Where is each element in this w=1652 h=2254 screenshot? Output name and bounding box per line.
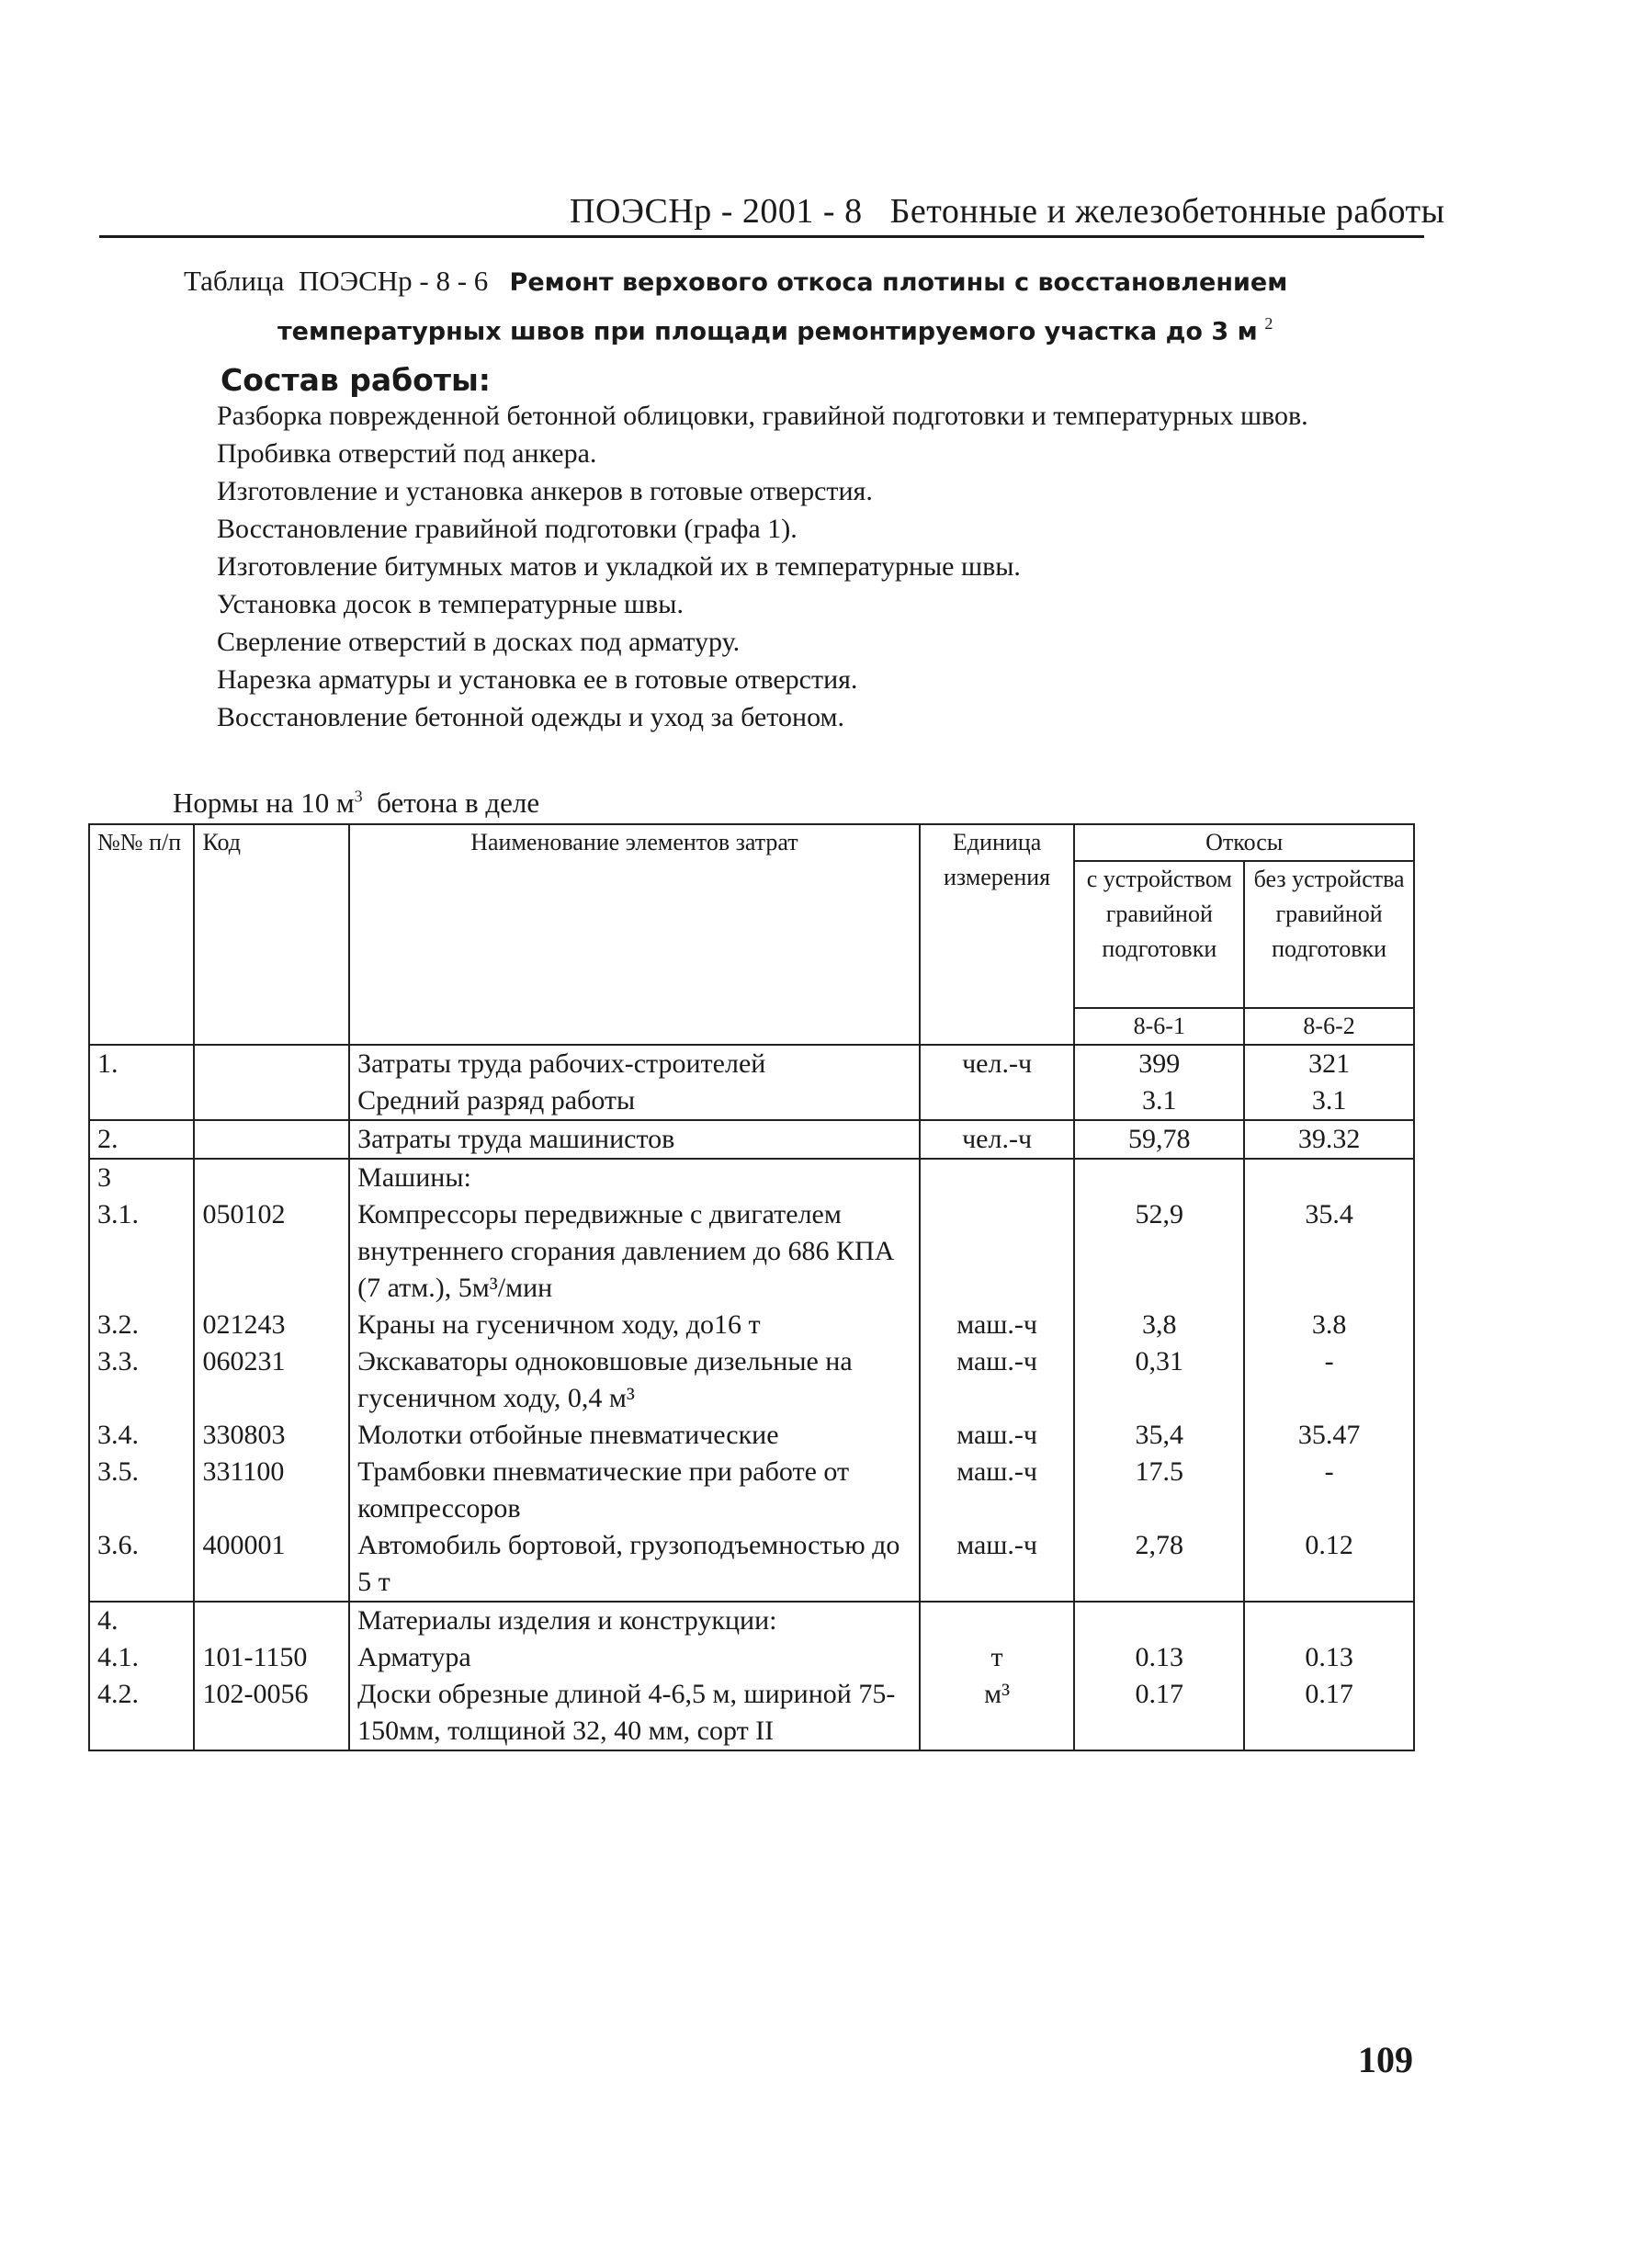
cell-name: Доски обрезные длиной 4-6,5 м, шириной 75-150мм, толщиной 32, 40 мм, сорт II <box>349 1676 920 1750</box>
cell-num: 4.2. <box>89 1676 194 1750</box>
cell-unit <box>920 1602 1075 1639</box>
caption-title-line2: температурных швов при площади ремонтируемого участка до 3 м <box>277 317 1258 346</box>
norms-after: бетона в деле <box>377 787 540 819</box>
cell-code: 331100 <box>194 1454 349 1527</box>
cell-unit: маш.-ч <box>920 1417 1075 1454</box>
cell-code: 060231 <box>194 1343 349 1417</box>
cell-v2 <box>1244 1159 1414 1196</box>
cell-v2: - <box>1244 1343 1414 1417</box>
cell-v1: 35,4 <box>1074 1417 1244 1454</box>
cell-unit: чел.-ч <box>920 1120 1075 1159</box>
page-header <box>570 191 1445 232</box>
work-step: Восстановление бетонной одежды и уход за бетоном. <box>217 702 844 732</box>
caption-code: ПОЭСНр - 8 - 6 <box>298 265 489 297</box>
cell-v1: 17.5 <box>1074 1454 1244 1527</box>
cell-unit <box>920 1196 1075 1307</box>
th-code: Код <box>194 824 349 1045</box>
table-row <box>89 1343 1414 1417</box>
cell-name: Краны на гусеничном ходу, до16 т <box>349 1307 920 1343</box>
table-row <box>89 1082 1414 1120</box>
cell-name: Затраты труда рабочих-строителей <box>349 1045 920 1082</box>
cell-unit: маш.-ч <box>920 1307 1075 1343</box>
cell-v1: 399 <box>1074 1045 1244 1082</box>
caption-title-sup: 2 <box>1264 314 1273 333</box>
cell-code <box>194 1082 349 1120</box>
page-number: 109 <box>1358 2039 1413 2080</box>
cell-num: 3 <box>89 1159 194 1196</box>
cell-unit: чел.-ч <box>920 1045 1075 1082</box>
cell-v2: 0.17 <box>1244 1676 1414 1750</box>
header-rule <box>99 235 1424 238</box>
cell-num: 3.2. <box>89 1307 194 1343</box>
work-step: Нарезка арматуры и установка ее в готовые отверстия. <box>217 664 858 695</box>
cell-num: 1. <box>89 1045 194 1082</box>
cell-v1: 59,78 <box>1074 1120 1244 1159</box>
table-row <box>89 1196 1414 1307</box>
cell-v1: 0.13 <box>1074 1639 1244 1676</box>
th-group: Откосы <box>1074 824 1414 861</box>
cell-v1: 3,8 <box>1074 1307 1244 1343</box>
cell-unit: м³ <box>920 1676 1075 1750</box>
work-step: Изготовление битумных матов и укладкой их в температурные швы. <box>217 551 1021 582</box>
cell-v1: 52,9 <box>1074 1196 1244 1307</box>
cell-unit: маш.-ч <box>920 1527 1075 1602</box>
th-num: №№ п/п <box>89 824 194 1045</box>
cell-code <box>194 1120 349 1159</box>
cell-v1: 3.1 <box>1074 1082 1244 1120</box>
th-name: Наименование элементов затрат <box>349 824 920 1045</box>
cell-code: 050102 <box>194 1196 349 1307</box>
cell-num: 3.6. <box>89 1527 194 1602</box>
cell-code <box>194 1159 349 1196</box>
cell-v1: 2,78 <box>1074 1527 1244 1602</box>
cell-name: Арматура <box>349 1639 920 1676</box>
cell-unit <box>920 1159 1075 1196</box>
work-step: Установка досок в температурные швы. <box>217 589 684 619</box>
cell-code <box>194 1602 349 1639</box>
cell-code: 330803 <box>194 1417 349 1454</box>
cell-name: Затраты труда машинистов <box>349 1120 920 1159</box>
th-unit: Единица измерения <box>920 824 1075 1045</box>
cell-unit: т <box>920 1639 1075 1676</box>
work-steps-list <box>217 397 1411 736</box>
table-row <box>89 1639 1414 1676</box>
caption-label: Таблица <box>184 265 285 297</box>
cell-v2: 321 <box>1244 1045 1414 1082</box>
table-caption <box>184 261 1397 352</box>
cell-code: 101-1150 <box>194 1639 349 1676</box>
cell-v2: 0.13 <box>1244 1639 1414 1676</box>
caption-title-line1: Ремонт верхового откоса плотины с восстановлением <box>509 268 1288 297</box>
work-step: Восстановление гравийной подготовки (графа 1). <box>217 514 798 544</box>
cell-v2: 0.12 <box>1244 1527 1414 1602</box>
work-step: Изготовление и установка анкеров в готовые отверстия. <box>217 476 873 506</box>
cell-unit: маш.-ч <box>920 1454 1075 1527</box>
cell-num: 3.4. <box>89 1417 194 1454</box>
cell-name: Компрессоры передвижные с двигателем внутреннего сгорания давлением до 686 КПА (7 атм.), 5м³/мин <box>349 1196 920 1307</box>
cell-num: 4.1. <box>89 1639 194 1676</box>
cell-name: Трамбовки пневматические при работе от компрессоров <box>349 1454 920 1527</box>
work-step: Разборка поврежденной бетонной облицовки, гравийной подготовки и температурных швов. <box>217 401 1308 431</box>
cell-name: Экскаваторы одноковшовые дизельные на гусеничном ходу, 0,4 м³ <box>349 1343 920 1417</box>
table-row <box>89 1454 1414 1527</box>
table-row <box>89 1120 1414 1159</box>
cell-code: 102-0056 <box>194 1676 349 1750</box>
cell-v1 <box>1074 1159 1244 1196</box>
table-row <box>89 1602 1414 1639</box>
table-row <box>89 1045 1414 1082</box>
cell-name: Молотки отбойные пневматические <box>349 1417 920 1454</box>
work-composition-title: Состав работы: <box>221 362 491 398</box>
cell-num: 3.3. <box>89 1343 194 1417</box>
cell-v2: 35.4 <box>1244 1196 1414 1307</box>
cell-code <box>194 1045 349 1082</box>
cell-v1: 0.17 <box>1074 1676 1244 1750</box>
cell-v1: 0,31 <box>1074 1343 1244 1417</box>
cell-v2: 39.32 <box>1244 1120 1414 1159</box>
table-row <box>89 1159 1414 1196</box>
th-col1-code: 8-6-1 <box>1074 1008 1244 1045</box>
cell-name: Автомобиль бортовой, грузоподъемностью до 5 т <box>349 1527 920 1602</box>
cell-v2: 35.47 <box>1244 1417 1414 1454</box>
cell-code: 400001 <box>194 1527 349 1602</box>
cell-name: Средний разряд работы <box>349 1082 920 1120</box>
cell-v2 <box>1244 1602 1414 1639</box>
header-code: ПОЭСНр - 2001 - 8 <box>570 192 863 231</box>
work-step: Сверление отверстий в досках под арматуру. <box>217 627 741 657</box>
cell-v2: 3.1 <box>1244 1082 1414 1120</box>
cell-num <box>89 1082 194 1120</box>
cell-num: 2. <box>89 1120 194 1159</box>
header-section: Бетонные и железобетонные работы <box>889 192 1445 231</box>
norms-table <box>88 823 1415 1751</box>
cell-v1 <box>1074 1602 1244 1639</box>
cell-num: 3.1. <box>89 1196 194 1307</box>
table-row <box>89 1307 1414 1343</box>
cell-name: Машины: <box>349 1159 920 1196</box>
cell-num: 3.5. <box>89 1454 194 1527</box>
cell-v2: 3.8 <box>1244 1307 1414 1343</box>
th-col2-code: 8-6-2 <box>1244 1008 1414 1045</box>
norms-label <box>173 787 539 820</box>
cell-v2: - <box>1244 1454 1414 1527</box>
table-row <box>89 1527 1414 1602</box>
cell-unit: маш.-ч <box>920 1343 1075 1417</box>
norms-sup: 3 <box>354 787 363 806</box>
cell-name: Материалы изделия и конструкции: <box>349 1602 920 1639</box>
cell-unit <box>920 1082 1075 1120</box>
table-row <box>89 1676 1414 1750</box>
th-col1: с устройством гравийной подготовки <box>1074 861 1244 1008</box>
th-col2: без устройства гравийной подготовки <box>1244 861 1414 1008</box>
cell-num: 4. <box>89 1602 194 1639</box>
cell-code: 021243 <box>194 1307 349 1343</box>
table-row <box>89 1417 1414 1454</box>
norms-text: Нормы на 10 м <box>173 787 355 819</box>
work-step: Пробивка отверстий под анкера. <box>217 438 597 469</box>
